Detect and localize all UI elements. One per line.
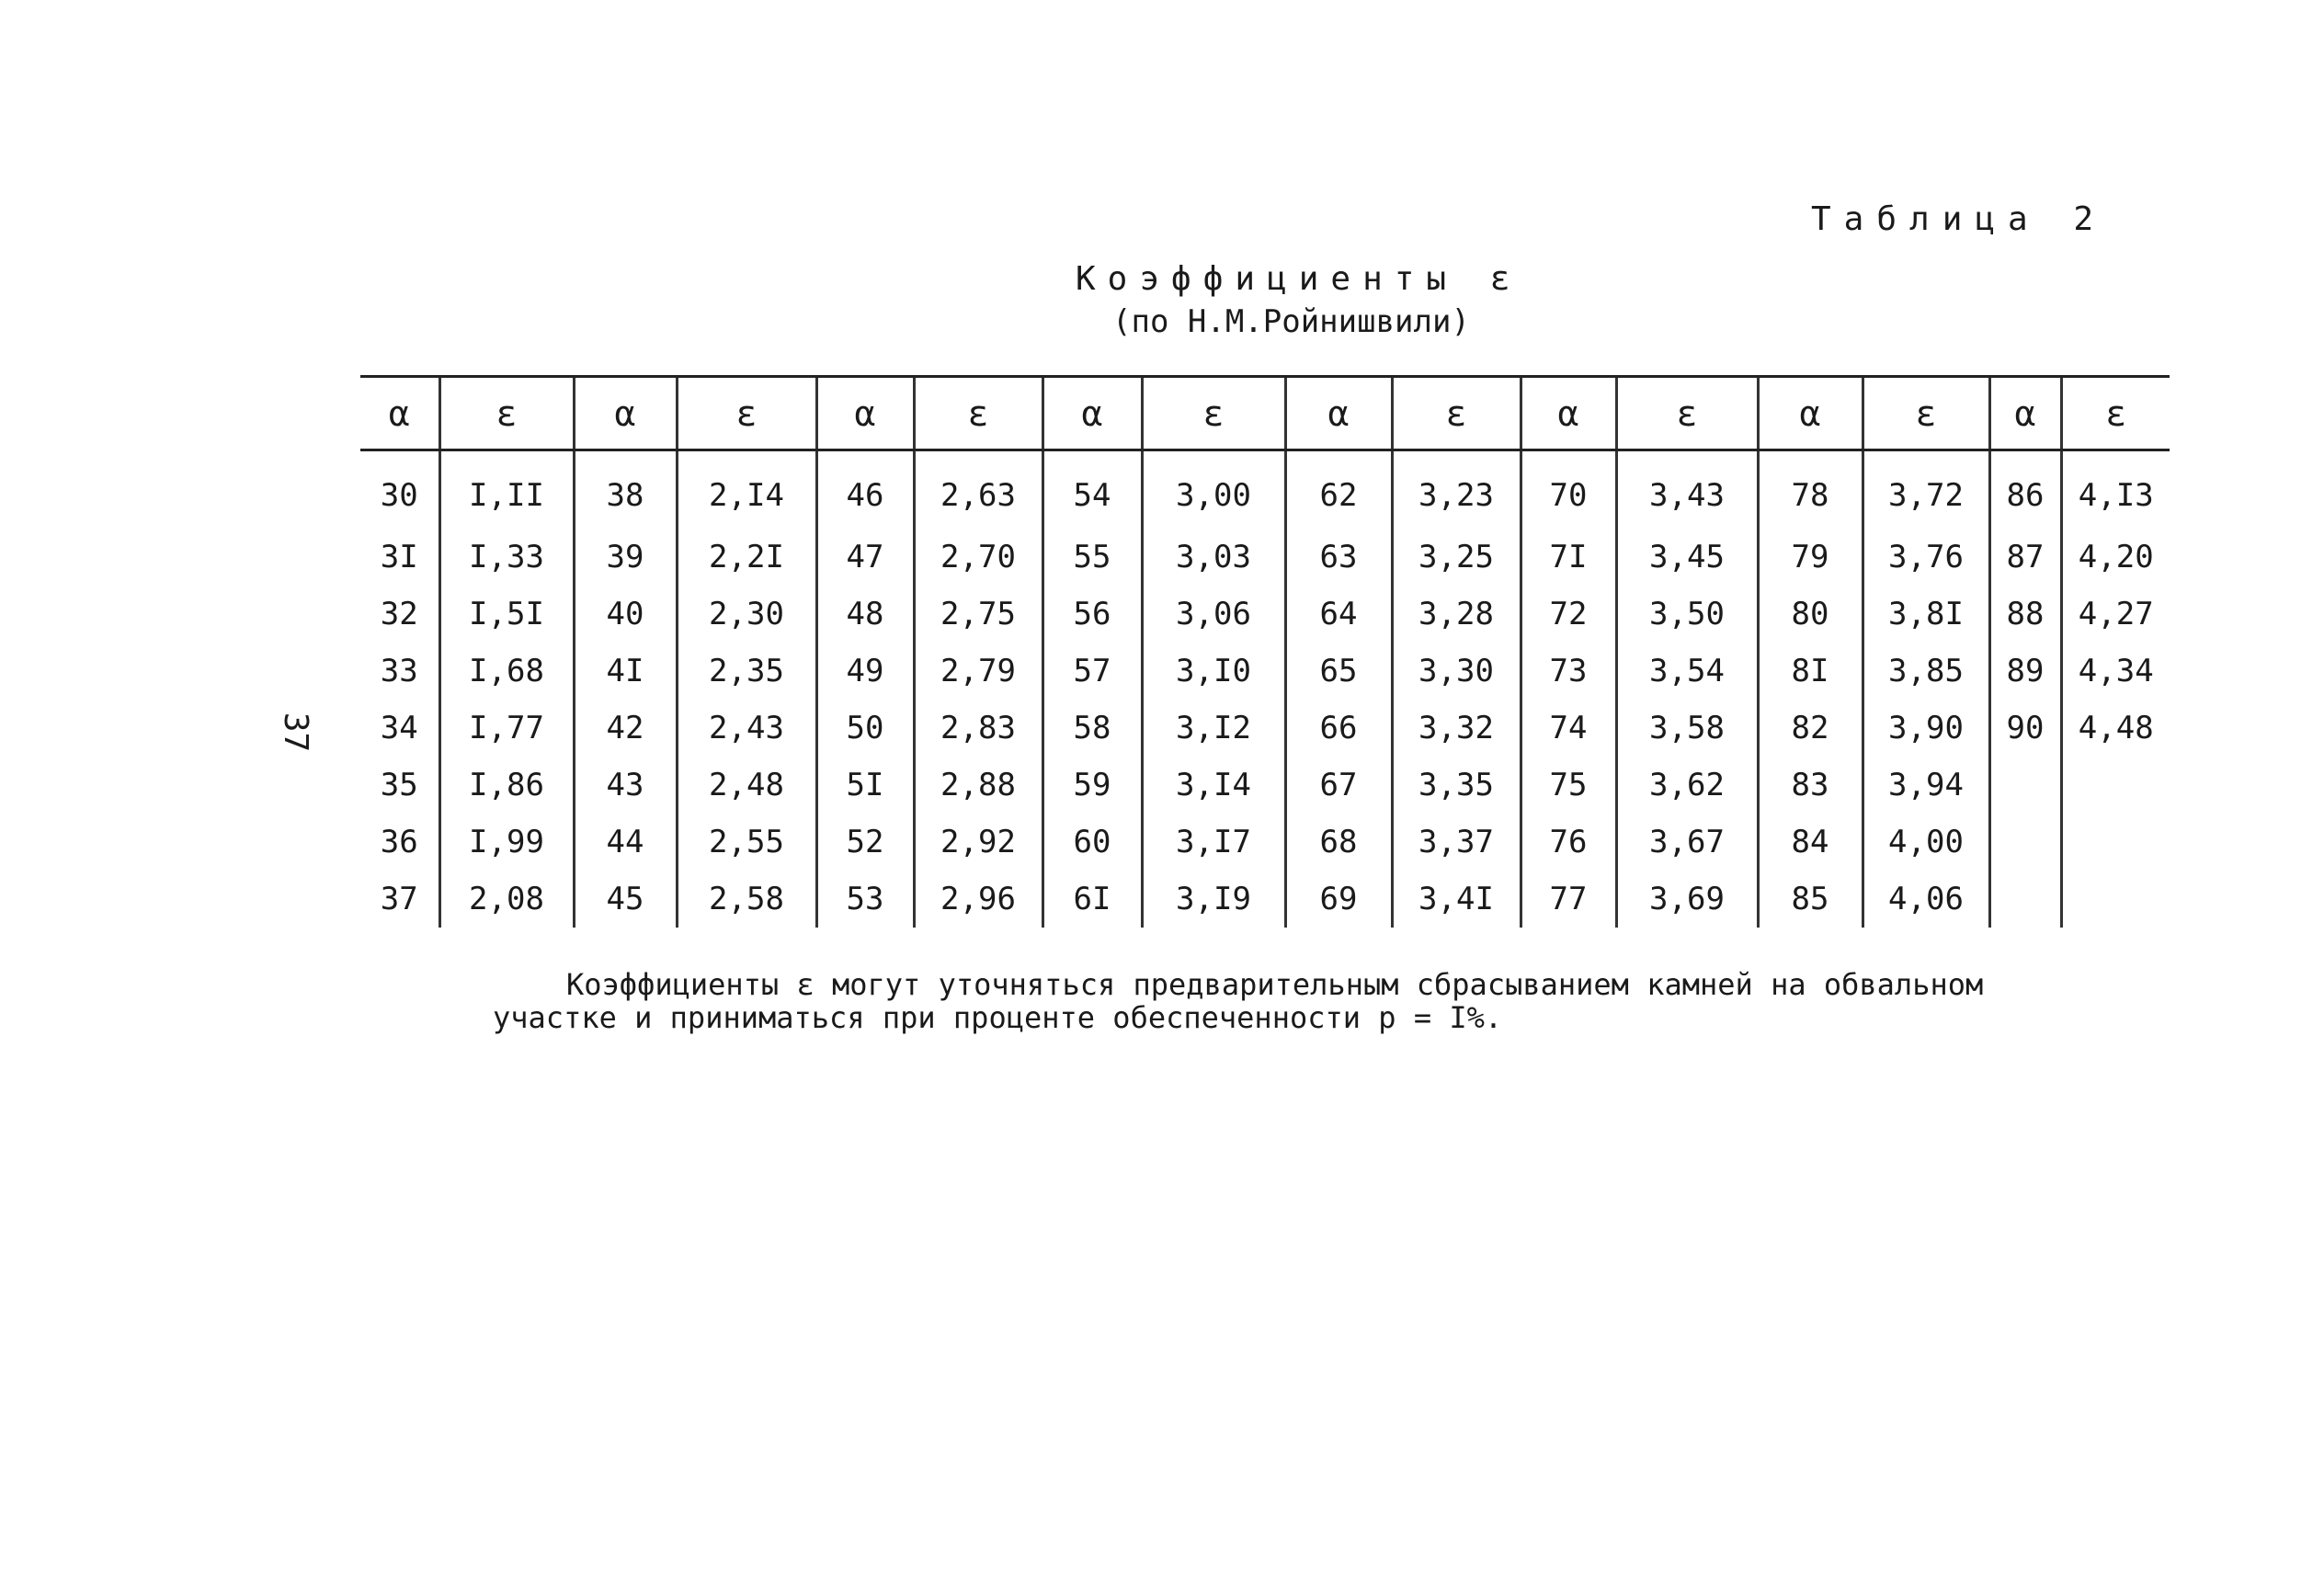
alpha-cell: 68 [1285,814,1392,871]
alpha-cell: 88 [1989,586,2061,643]
epsilon-cell: 3,25 [1392,529,1521,586]
alpha-cell [1989,814,2061,871]
alpha-cell: 62 [1285,450,1392,529]
header-alpha: α [1989,377,2061,450]
epsilon-cell: 2,43 [677,700,816,757]
alpha-cell: 72 [1521,586,1616,643]
epsilon-cell: 3,I7 [1142,814,1285,871]
epsilon-cell: 4,48 [2061,700,2170,757]
alpha-cell: 4I [574,643,677,700]
alpha-cell: 42 [574,700,677,757]
epsilon-cell: I,5I [439,586,574,643]
page-number: 37 [277,712,315,753]
alpha-cell: 77 [1521,871,1616,928]
alpha-cell: 39 [574,529,677,586]
table-row [360,814,2170,871]
alpha-cell: 60 [1042,814,1142,871]
alpha-cell: 5I [816,757,914,814]
header-epsilon: ε [1142,377,1285,450]
table-row [360,450,2170,529]
epsilon-cell: 3,90 [1863,700,1989,757]
epsilon-cell [2061,871,2170,928]
epsilon-cell: 3,32 [1392,700,1521,757]
alpha-cell: 70 [1521,450,1616,529]
alpha-cell: 69 [1285,871,1392,928]
epsilon-cell: 3,54 [1616,643,1758,700]
alpha-cell: 57 [1042,643,1142,700]
header-epsilon: ε [677,377,816,450]
table-label: Таблица 2 [1811,200,2107,238]
alpha-cell: 40 [574,586,677,643]
epsilon-cell: 2,I4 [677,450,816,529]
table-row [360,586,2170,643]
epsilon-cell: 2,83 [914,700,1042,757]
table-row [360,700,2170,757]
epsilon-cell: 3,45 [1616,529,1758,586]
footnote-line-2: участке и приниматься при проценте обеспеченности р = I%. [493,1000,1503,1035]
alpha-cell: 90 [1989,700,2061,757]
epsilon-cell: I,II [439,450,574,529]
alpha-cell: 65 [1285,643,1392,700]
epsilon-cell: 3,I2 [1142,700,1285,757]
epsilon-cell: 3,8I [1863,586,1989,643]
alpha-cell: 36 [380,824,418,860]
alpha-cell [1989,871,2061,928]
epsilon-cell: 2,63 [914,450,1042,529]
alpha-cell: 49 [816,643,914,700]
header-alpha: α [1521,377,1616,450]
epsilon-cell: 2,88 [914,757,1042,814]
alpha-cell: 56 [1042,586,1142,643]
epsilon-cell: 4,00 [1863,814,1989,871]
epsilon-cell: 4,20 [2061,529,2170,586]
alpha-cell: 76 [1521,814,1616,871]
alpha-cell: 44 [574,814,677,871]
epsilon-cell: 3,58 [1616,700,1758,757]
alpha-cell: 46 [816,450,914,529]
epsilon-cell: 3,00 [1142,450,1285,529]
epsilon-cell: 3,I4 [1142,757,1285,814]
coefficients-table [360,375,2170,928]
epsilon-cell: 2,48 [677,757,816,814]
epsilon-cell: 3,I9 [1142,871,1285,928]
epsilon-cell: 3,67 [1616,814,1758,871]
epsilon-cell: 3,4I [1392,871,1521,928]
epsilon-cell: I,86 [439,757,574,814]
table-subtitle: (по Н.М.Ройнишвили) [1112,303,1470,340]
alpha-cell: 50 [816,700,914,757]
alpha-cell: 53 [816,871,914,928]
epsilon-cell: 3,72 [1863,450,1989,529]
header-epsilon: ε [914,377,1042,450]
epsilon-cell: 3,76 [1863,529,1989,586]
alpha-cell: 87 [1989,529,2061,586]
epsilon-cell: I,99 [439,814,574,871]
epsilon-cell: 3,62 [1616,757,1758,814]
alpha-cell: 86 [1989,450,2061,529]
epsilon-cell: 2,55 [677,814,816,871]
alpha-cell: 7I [1521,529,1616,586]
epsilon-cell: 2,92 [914,814,1042,871]
epsilon-cell: 4,27 [2061,586,2170,643]
alpha-cell: 73 [1521,643,1616,700]
table-body [360,450,2170,928]
epsilon-cell: 3,43 [1616,450,1758,529]
footnote [493,968,2056,1034]
epsilon-cell: 3,35 [1392,757,1521,814]
epsilon-cell: I,68 [439,643,574,700]
alpha-cell: 58 [1042,700,1142,757]
alpha-cell: 30 [380,477,418,514]
epsilon-cell: 2,08 [439,871,574,928]
header-row [360,377,2170,450]
alpha-cell: 6I [1042,871,1142,928]
header-alpha: α [360,377,439,450]
alpha-cell: 78 [1758,450,1863,529]
epsilon-cell: 3,69 [1616,871,1758,928]
alpha-cell: 59 [1042,757,1142,814]
table-row [360,643,2170,700]
epsilon-cell: 2,58 [677,871,816,928]
header-epsilon: ε [439,377,574,450]
epsilon-cell: 3,50 [1616,586,1758,643]
epsilon-cell: 4,34 [2061,643,2170,700]
epsilon-cell: 4,06 [1863,871,1989,928]
alpha-cell: 37 [380,881,418,917]
alpha-cell: 52 [816,814,914,871]
epsilon-cell: 3,30 [1392,643,1521,700]
alpha-cell: 67 [1285,757,1392,814]
alpha-cell: 63 [1285,529,1392,586]
alpha-cell: 82 [1758,700,1863,757]
epsilon-cell: 3,85 [1863,643,1989,700]
alpha-cell: 34 [380,710,418,746]
epsilon-cell: 3,03 [1142,529,1285,586]
table-title: Коэффициенты ε [1076,260,1522,298]
alpha-cell: 85 [1758,871,1863,928]
epsilon-cell: 2,30 [677,586,816,643]
header-alpha: α [816,377,914,450]
header-alpha: α [574,377,677,450]
epsilon-cell: 3,06 [1142,586,1285,643]
alpha-cell: 79 [1758,529,1863,586]
alpha-cell: 64 [1285,586,1392,643]
epsilon-cell [2061,757,2170,814]
header-epsilon: ε [1616,377,1758,450]
footnote-line-1: Коэффициенты ε могут уточняться предварительным сбрасыванием камней на обвальном [566,967,1984,1002]
epsilon-cell: I,33 [439,529,574,586]
epsilon-cell: 3,28 [1392,586,1521,643]
table-row [360,529,2170,586]
alpha-cell: 8I [1758,643,1863,700]
alpha-cell: 54 [1042,450,1142,529]
alpha-cell: 33 [380,653,418,689]
alpha-cell: 47 [816,529,914,586]
epsilon-cell: 3,I0 [1142,643,1285,700]
alpha-cell: 45 [574,871,677,928]
table-row [360,871,2170,928]
alpha-cell: 75 [1521,757,1616,814]
epsilon-cell: 3,37 [1392,814,1521,871]
header-epsilon: ε [1392,377,1521,450]
epsilon-cell: 3,23 [1392,450,1521,529]
header-alpha: α [1758,377,1863,450]
epsilon-cell: 2,75 [914,586,1042,643]
epsilon-cell: I,77 [439,700,574,757]
alpha-cell: 74 [1521,700,1616,757]
epsilon-cell [2061,814,2170,871]
alpha-cell: 38 [574,450,677,529]
alpha-cell: 55 [1042,529,1142,586]
alpha-cell: 32 [380,596,418,632]
alpha-cell [1989,757,2061,814]
alpha-cell: 43 [574,757,677,814]
alpha-cell: 48 [816,586,914,643]
alpha-cell: 84 [1758,814,1863,871]
epsilon-cell: 2,96 [914,871,1042,928]
epsilon-cell: 2,79 [914,643,1042,700]
alpha-cell: 3I [380,539,418,575]
epsilon-cell: 2,70 [914,529,1042,586]
epsilon-cell: 2,2I [677,529,816,586]
header-alpha: α [1285,377,1392,450]
table-header [360,377,2170,450]
alpha-cell: 66 [1285,700,1392,757]
epsilon-cell: 4,I3 [2061,450,2170,529]
table-row [360,757,2170,814]
alpha-cell: 89 [1989,643,2061,700]
epsilon-cell: 2,35 [677,643,816,700]
alpha-cell: 35 [380,767,418,803]
header-alpha: α [1042,377,1142,450]
alpha-cell: 80 [1758,586,1863,643]
header-epsilon: ε [2061,377,2170,450]
header-epsilon: ε [1863,377,1989,450]
epsilon-cell: 3,94 [1863,757,1989,814]
alpha-cell: 83 [1758,757,1863,814]
